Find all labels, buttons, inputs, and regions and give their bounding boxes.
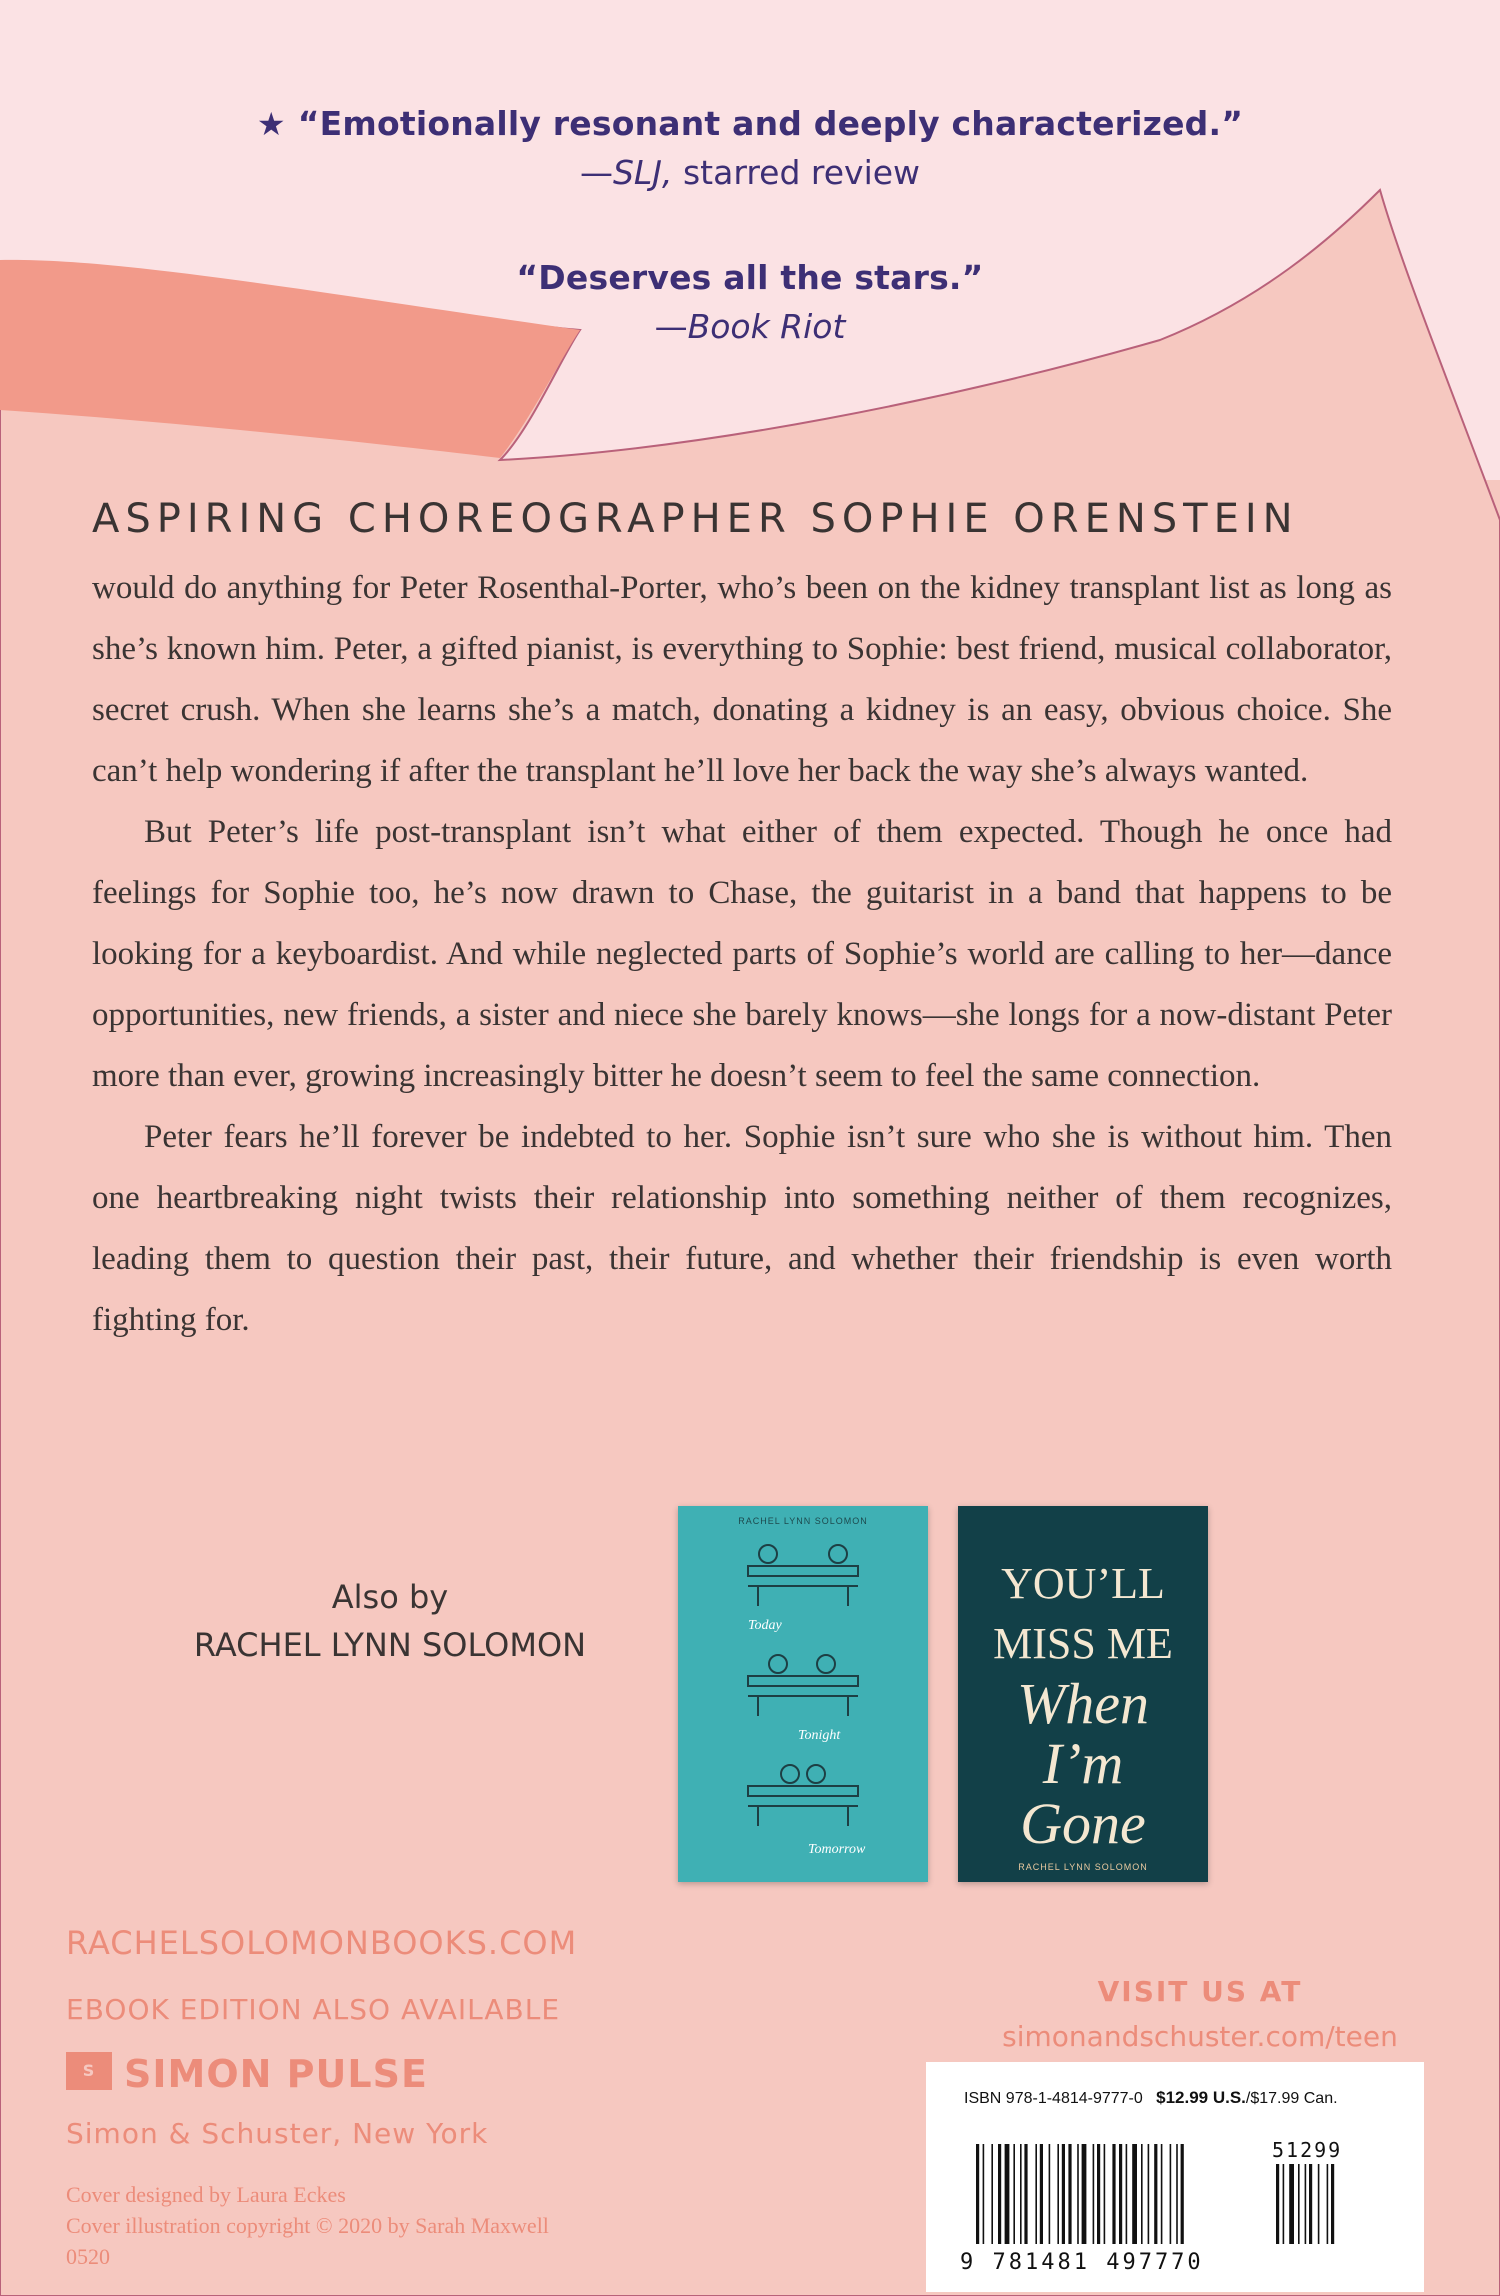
review-slj [0,104,1500,192]
book-author: RACHEL LYNN SOLOMON [738,1516,868,1526]
barcode-digits: 9 781481 497770 [960,2250,1204,2275]
also-by-label: Also by [331,1578,449,1616]
price-code: 51299 [1272,2138,1343,2162]
book-cover-today-tonight-tomorrow [678,1506,928,1882]
blurb-body [92,558,1392,1351]
visit-label: VISIT US AT [1097,1975,1303,2008]
barcode-box [926,2062,1424,2292]
also-by-author: RACHEL LYNN SOLOMON [193,1626,587,1664]
star-icon: ★ [256,105,286,143]
book-word: Tonight [798,1728,841,1743]
ebook-notice: EBOOK EDITION ALSO AVAILABLE [66,1993,561,2026]
publisher-url: simonandschuster.com/teen [1002,2020,1398,2053]
book-cover-youll-miss-me [958,1506,1208,1882]
book-title: YOU’LL MISS ME When I’m Gone [993,1559,1173,1856]
publisher-name: SIMON PULSE [124,2052,428,2096]
price-can: /$17.99 Can. [1245,2090,1338,2107]
review-quote: ★ “Emotionally resonant and deeply characterized.” [256,104,1244,143]
blurb-paragraph: would do anything for Peter Rosenthal-Porter, who’s been on the kidney transplant list as long as she’s known him. Peter, a gifted pianist, is everything to Sophie: best friend, musical collaborator, secret crush. When she learns she’s a match, donating a kidney is an easy, obvious choice. She can’t help wondering if after the transplant he’ll love her back the way she’s always wanted. [92,570,1392,789]
barcode [976,2144,1386,2254]
isbn: ISBN 978-1-4814-9777-0 [964,2090,1143,2107]
imprint: Simon & Schuster, New York [66,2117,489,2150]
cover-illustration-credit: Cover illustration copyright © 2020 by Sarah Maxwell [66,2213,549,2238]
bench-illustration [678,1506,928,1882]
review-quote: “Deserves all the stars.” [516,258,984,297]
review-source: —SLJ, starred review [579,153,921,192]
publisher-logo: S [66,2052,112,2090]
review-book-riot [0,258,1500,346]
book-word: Today [748,1618,782,1633]
author-website: RACHELSOLOMONBOOKS.COM [66,1924,578,1962]
cover-design-credit: Cover designed by Laura Eckes [66,2182,346,2207]
also-by [120,1573,660,1669]
review-source: —Book Riot [654,307,846,346]
isbn-price [964,2088,1338,2108]
blurb-headline: ASPIRING CHOREOGRAPHER SOPHIE ORENSTEIN [92,496,1299,542]
blurb-paragraph: But Peter’s life post-transplant isn’t what either of them expected. Though he once had feelings for Sophie too, he’s now drawn to Chase, the guitarist in a band that happens to be looking for a keyboardist. And while neglected parts of Sophie’s world are calling to her—dance opportunities, new friends, a sister and niece she barely knows—she longs for a now-distant Peter more than ever, growing increasingly bitter he doesn’t seem to feel the same connection. [92,814,1392,1094]
price-us: $12.99 U.S. [1156,2088,1246,2107]
book-word: Tomorrow [808,1842,866,1857]
blurb-paragraph: Peter fears he’ll forever be indebted to her. Sophie isn’t sure who she is without him. Then one heartbreaking night twists their relationship into something neither of them recognizes, leading them to question their past, their future, and whether their friendship is even worth fighting for. [92,1119,1392,1338]
print-code: 0520 [66,2244,110,2269]
book-author: RACHEL LYNN SOLOMON [1018,1862,1148,1872]
publisher [66,2052,428,2096]
